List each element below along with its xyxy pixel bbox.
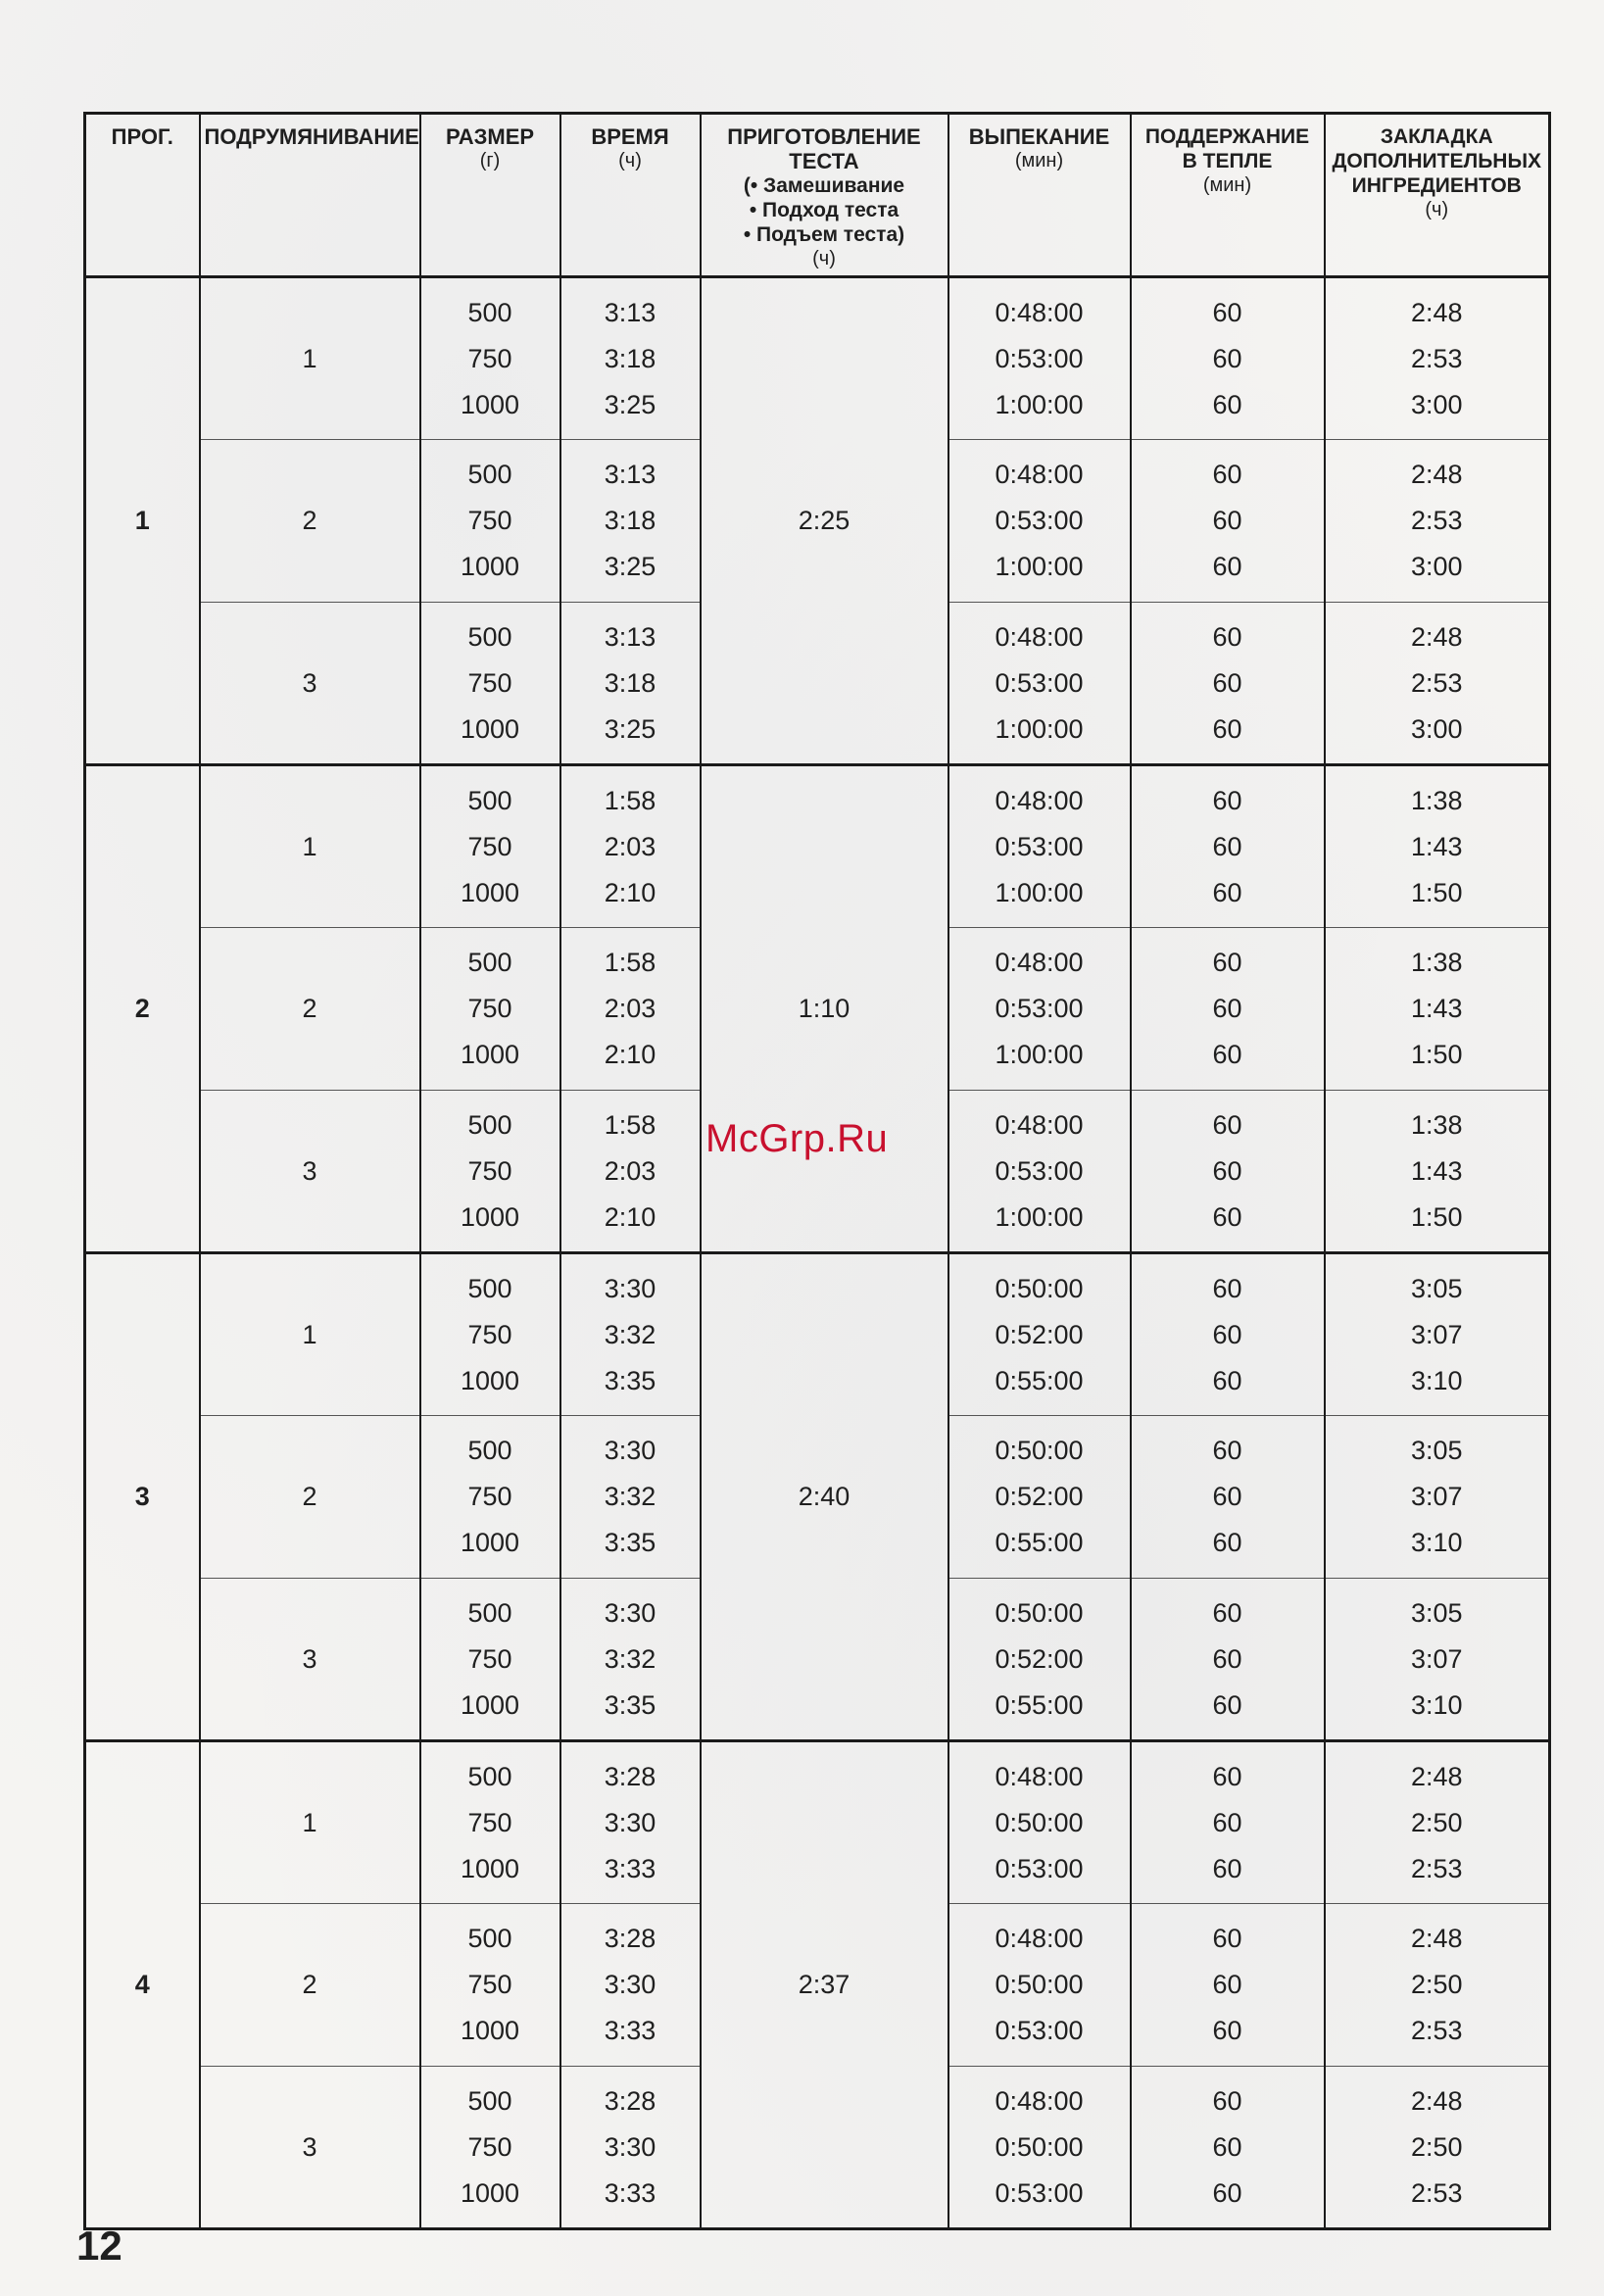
keep-warm-value: 60 [1212, 994, 1242, 1023]
size-value: 1000 [460, 1365, 520, 1395]
size-value: 500 [467, 1924, 512, 1953]
baking-value: 0:48:00 [995, 297, 1084, 327]
add-ingredients-cell [1325, 1416, 1550, 1579]
dough-prep-time: 1:10 [701, 765, 948, 1253]
time-value: 3:35 [604, 1528, 656, 1557]
keep-warm-value: 60 [1212, 460, 1242, 489]
keep-warm-value: 60 [1212, 877, 1242, 907]
baking-value: 0:53:00 [995, 994, 1084, 1023]
baking-value: 1:00:00 [995, 1040, 1084, 1069]
size-value: 500 [467, 621, 512, 652]
baking-value: 0:50:00 [995, 1597, 1084, 1628]
keep-warm-value: 60 [1212, 1482, 1242, 1511]
browning-level: 1 [200, 1253, 420, 1416]
size-value: 1000 [460, 1689, 520, 1720]
dough-prep-time: 2:40 [701, 1253, 948, 1741]
keep-warm-cell [1131, 440, 1325, 603]
baking-value: 0:55:00 [995, 1528, 1084, 1557]
time-value: 2:03 [604, 831, 656, 861]
baking-value: 0:50:00 [995, 1807, 1084, 1837]
baking-value: 0:53:00 [995, 2016, 1084, 2045]
baking-program-table [83, 112, 1551, 2230]
baking-value: 0:53:00 [995, 2177, 1084, 2208]
add-ingredients-value: 1:43 [1410, 831, 1463, 861]
size-value: 500 [467, 785, 512, 815]
time-value: 3:18 [604, 506, 656, 535]
size-value: 1000 [460, 877, 520, 907]
time-value: 3:30 [604, 1807, 656, 1837]
size-value: 1000 [460, 389, 520, 419]
time-cell [560, 928, 701, 1091]
keep-warm-value: 60 [1212, 1040, 1242, 1069]
size-value: 500 [467, 1597, 512, 1628]
baking-cell [948, 440, 1131, 603]
size-value: 500 [467, 297, 512, 327]
add-ingredients-value: 2:48 [1410, 460, 1463, 489]
time-value: 3:32 [604, 1319, 656, 1349]
baking-value: 0:48:00 [995, 1109, 1084, 1140]
keep-warm-cell [1131, 2067, 1325, 2229]
table-row [85, 765, 1550, 928]
baking-value: 1:00:00 [995, 713, 1084, 744]
baking-value: 1:00:00 [995, 1201, 1084, 1232]
size-value: 500 [467, 948, 512, 977]
time-value: 3:35 [604, 1689, 656, 1720]
add-ingredients-value: 2:53 [1410, 2016, 1463, 2045]
baking-value: 0:48:00 [995, 621, 1084, 652]
time-value: 1:58 [604, 1109, 656, 1140]
browning-level: 2 [200, 440, 420, 603]
time-value: 3:28 [604, 2085, 656, 2116]
browning-level: 2 [200, 1904, 420, 2067]
size-cell [420, 765, 560, 928]
keep-warm-value: 60 [1212, 1643, 1242, 1674]
keep-warm-cell [1131, 1741, 1325, 1904]
add-ingredients-value: 3:00 [1410, 552, 1463, 581]
program-number: 4 [85, 1741, 200, 2229]
dough-prep-time: 2:25 [701, 277, 948, 765]
add-ingredients-value: 2:50 [1410, 2131, 1463, 2162]
time-value: 3:18 [604, 667, 656, 698]
header-program: ПРОГ. [85, 114, 200, 277]
browning-level: 2 [200, 1416, 420, 1579]
size-value: 750 [467, 1970, 512, 1999]
add-ingredients-cell [1325, 1904, 1550, 2067]
baking-value: 0:48:00 [995, 1924, 1084, 1953]
baking-value: 0:48:00 [995, 1761, 1084, 1791]
keep-warm-value: 60 [1212, 1924, 1242, 1953]
keep-warm-value: 60 [1212, 2131, 1242, 2162]
add-ingredients-value: 1:43 [1410, 994, 1463, 1023]
add-ingredients-cell [1325, 603, 1550, 765]
add-ingredients-value: 3:07 [1410, 1482, 1463, 1511]
baking-value: 0:53:00 [995, 667, 1084, 698]
add-ingredients-value: 1:38 [1410, 785, 1463, 815]
time-cell [560, 440, 701, 603]
time-value: 3:30 [604, 1436, 656, 1465]
size-cell [420, 603, 560, 765]
time-value: 3:13 [604, 297, 656, 327]
add-ingredients-cell [1325, 928, 1550, 1091]
header-baking-unit: (мин) [1014, 150, 1064, 171]
add-ingredients-value: 2:50 [1410, 1970, 1463, 1999]
baking-value: 1:00:00 [995, 552, 1084, 581]
add-ingredients-value: 3:05 [1410, 1597, 1463, 1628]
keep-warm-cell [1131, 1579, 1325, 1741]
size-cell [420, 1904, 560, 2067]
program-number: 1 [85, 277, 200, 765]
add-ingredients-value: 1:38 [1410, 948, 1463, 977]
size-value: 1000 [460, 552, 520, 581]
baking-value: 0:50:00 [995, 2131, 1084, 2162]
time-value: 2:10 [604, 1201, 656, 1232]
time-value: 3:30 [604, 2131, 656, 2162]
time-value: 3:28 [604, 1761, 656, 1791]
size-value: 750 [467, 994, 512, 1023]
add-ingredients-value: 2:48 [1410, 2085, 1463, 2116]
baking-value: 0:55:00 [995, 1689, 1084, 1720]
add-ingredients-value: 2:48 [1410, 1761, 1463, 1791]
baking-cell [948, 1253, 1131, 1416]
size-cell [420, 1741, 560, 1904]
keep-warm-value: 60 [1212, 297, 1242, 327]
keep-warm-value: 60 [1212, 1761, 1242, 1791]
baking-value: 0:53:00 [995, 1155, 1084, 1186]
add-ingredients-value: 2:48 [1410, 1924, 1463, 1953]
time-value: 3:25 [604, 389, 656, 419]
header-add-unit: (ч) [1425, 199, 1449, 220]
add-ingredients-value: 2:53 [1410, 506, 1463, 535]
keep-warm-cell [1131, 928, 1325, 1091]
baking-value: 0:48:00 [995, 948, 1084, 977]
size-value: 500 [467, 460, 512, 489]
add-ingredients-value: 2:50 [1410, 1807, 1463, 1837]
add-ingredients-value: 1:43 [1410, 1155, 1463, 1186]
baking-value: 1:00:00 [995, 389, 1084, 419]
keep-warm-value: 60 [1212, 713, 1242, 744]
baking-cell [948, 1416, 1131, 1579]
add-ingredients-value: 3:07 [1410, 1319, 1463, 1349]
baking-value: 1:00:00 [995, 877, 1084, 907]
header-keep-warm-unit: (мин) [1202, 174, 1252, 196]
baking-value: 0:53:00 [995, 1853, 1084, 1883]
time-value: 3:32 [604, 1643, 656, 1674]
header-add-line2: ДОПОЛНИТЕЛЬНЫХ [1332, 150, 1542, 172]
header-dough-line3: • Подъем теста) [743, 223, 905, 246]
keep-warm-cell [1131, 1253, 1325, 1416]
keep-warm-value: 60 [1212, 1365, 1242, 1395]
add-ingredients-value: 1:50 [1410, 1201, 1463, 1232]
time-value: 3:25 [604, 552, 656, 581]
keep-warm-value: 60 [1212, 1201, 1242, 1232]
size-value: 1000 [460, 2016, 520, 2045]
header-dough-unit: (ч) [812, 248, 836, 269]
keep-warm-value: 60 [1212, 343, 1242, 373]
time-value: 3:33 [604, 1853, 656, 1883]
size-cell [420, 277, 560, 440]
size-value: 750 [467, 343, 512, 373]
page-number: 12 [76, 2223, 122, 2269]
keep-warm-value: 60 [1212, 552, 1242, 581]
add-ingredients-value: 3:10 [1410, 1689, 1463, 1720]
keep-warm-value: 60 [1212, 1807, 1242, 1837]
table-header-row [85, 114, 1550, 277]
keep-warm-cell [1131, 1091, 1325, 1253]
size-value: 500 [467, 1436, 512, 1465]
time-value: 1:58 [604, 785, 656, 815]
time-cell [560, 2067, 701, 2229]
keep-warm-value: 60 [1212, 1319, 1242, 1349]
keep-warm-value: 60 [1212, 506, 1242, 535]
keep-warm-value: 60 [1212, 1436, 1242, 1465]
size-cell [420, 1253, 560, 1416]
keep-warm-cell [1131, 277, 1325, 440]
header-add-line1: ЗАКЛАДКА [1380, 125, 1493, 148]
browning-level: 3 [200, 603, 420, 765]
size-cell [420, 1579, 560, 1741]
baking-cell [948, 1579, 1131, 1741]
keep-warm-value: 60 [1212, 2085, 1242, 2116]
baking-value: 0:55:00 [995, 1365, 1084, 1395]
add-ingredients-cell [1325, 765, 1550, 928]
size-value: 1000 [460, 713, 520, 744]
add-ingredients-value: 2:53 [1410, 667, 1463, 698]
baking-cell [948, 928, 1131, 1091]
add-ingredients-cell [1325, 440, 1550, 603]
time-value: 1:58 [604, 948, 656, 977]
time-cell [560, 765, 701, 928]
time-value: 2:10 [604, 877, 656, 907]
browning-level: 3 [200, 2067, 420, 2229]
time-value: 2:03 [604, 1155, 656, 1186]
size-value: 750 [467, 1319, 512, 1349]
add-ingredients-value: 3:00 [1410, 389, 1463, 419]
table-row [85, 1741, 1550, 1904]
add-ingredients-value: 2:53 [1410, 343, 1463, 373]
keep-warm-cell [1131, 1904, 1325, 2067]
size-value: 500 [467, 2085, 512, 2116]
time-value: 3:30 [604, 1970, 656, 1999]
time-value: 3:33 [604, 2177, 656, 2208]
header-keep-warm-line2: В ТЕПЛЕ [1182, 150, 1273, 172]
keep-warm-value: 60 [1212, 1970, 1242, 1999]
time-value: 3:18 [604, 343, 656, 373]
add-ingredients-value: 1:50 [1410, 1040, 1463, 1069]
add-ingredients-value: 3:07 [1410, 1643, 1463, 1674]
size-value: 750 [467, 506, 512, 535]
time-value: 3:35 [604, 1365, 656, 1395]
keep-warm-value: 60 [1212, 1597, 1242, 1628]
keep-warm-value: 60 [1212, 621, 1242, 652]
add-ingredients-cell [1325, 2067, 1550, 2229]
baking-value: 0:50:00 [995, 1273, 1084, 1303]
add-ingredients-value: 2:53 [1410, 2177, 1463, 2208]
header-dough-prep: ПРИГОТОВЛЕНИЕ ТЕСТА (• Замешивание • Подход теста • Подъем теста) (ч) [701, 114, 948, 277]
add-ingredients-value: 3:05 [1410, 1273, 1463, 1303]
size-value: 750 [467, 667, 512, 698]
header-keep-warm-line1: ПОДДЕРЖАНИЕ [1144, 125, 1310, 148]
size-cell [420, 440, 560, 603]
baking-cell [948, 603, 1131, 765]
size-value: 1000 [460, 1040, 520, 1069]
keep-warm-value: 60 [1212, 1528, 1242, 1557]
baking-cell [948, 2067, 1131, 2229]
browning-level: 3 [200, 1579, 420, 1741]
baking-value: 0:48:00 [995, 460, 1084, 489]
size-value: 1000 [460, 1528, 520, 1557]
keep-warm-value: 60 [1212, 2177, 1242, 2208]
time-value: 2:03 [604, 994, 656, 1023]
baking-value: 0:50:00 [995, 1970, 1084, 1999]
keep-warm-value: 60 [1212, 785, 1242, 815]
baking-value: 0:52:00 [995, 1319, 1084, 1349]
table-body [85, 277, 1550, 2229]
keep-warm-cell [1131, 603, 1325, 765]
add-ingredients-cell [1325, 1741, 1550, 1904]
size-value: 1000 [460, 2177, 520, 2208]
keep-warm-value: 60 [1212, 667, 1242, 698]
add-ingredients-value: 1:50 [1410, 877, 1463, 907]
time-value: 3:13 [604, 621, 656, 652]
keep-warm-value: 60 [1212, 1689, 1242, 1720]
size-value: 750 [467, 2131, 512, 2162]
keep-warm-value: 60 [1212, 1273, 1242, 1303]
size-cell [420, 928, 560, 1091]
program-number: 3 [85, 1253, 200, 1741]
add-ingredients-value: 3:00 [1410, 713, 1463, 744]
size-value: 750 [467, 1807, 512, 1837]
size-cell [420, 1416, 560, 1579]
baking-value: 0:50:00 [995, 1436, 1084, 1465]
size-value: 1000 [460, 1201, 520, 1232]
time-cell [560, 603, 701, 765]
baking-value: 0:48:00 [995, 785, 1084, 815]
browning-level: 2 [200, 928, 420, 1091]
header-size: РАЗМЕР (г) [420, 114, 560, 277]
size-value: 500 [467, 1761, 512, 1791]
baking-value: 0:48:00 [995, 2085, 1084, 2116]
keep-warm-value: 60 [1212, 948, 1242, 977]
add-ingredients-value: 3:05 [1410, 1436, 1463, 1465]
time-value: 3:30 [604, 1273, 656, 1303]
time-cell [560, 1416, 701, 1579]
time-cell [560, 1579, 701, 1741]
size-value: 500 [467, 1273, 512, 1303]
browning-level: 1 [200, 765, 420, 928]
baking-cell [948, 1741, 1131, 1904]
add-ingredients-value: 2:48 [1410, 297, 1463, 327]
header-add-line3: ИНГРЕДИЕНТОВ [1351, 174, 1522, 197]
time-value: 3:13 [604, 460, 656, 489]
add-ingredients-cell [1325, 277, 1550, 440]
add-ingredients-value: 2:48 [1410, 621, 1463, 652]
keep-warm-cell [1131, 1416, 1325, 1579]
time-cell [560, 1253, 701, 1416]
header-size-unit: (г) [479, 150, 501, 171]
baking-cell [948, 1091, 1131, 1253]
size-value: 750 [467, 831, 512, 861]
add-ingredients-cell [1325, 1091, 1550, 1253]
baking-value: 0:53:00 [995, 831, 1084, 861]
watermark: McGrp.Ru [705, 1117, 889, 1160]
add-ingredients-value: 3:10 [1410, 1365, 1463, 1395]
size-value: 750 [467, 1643, 512, 1674]
time-value: 3:30 [604, 1597, 656, 1628]
header-time: ВРЕМЯ (ч) [560, 114, 701, 277]
add-ingredients-cell [1325, 1253, 1550, 1416]
baking-value: 0:52:00 [995, 1643, 1084, 1674]
table-row [85, 277, 1550, 440]
header-keep-warm [1131, 114, 1325, 277]
baking-cell [948, 765, 1131, 928]
size-value: 750 [467, 1155, 512, 1186]
header-time-unit: (ч) [618, 150, 642, 171]
baking-value: 0:52:00 [995, 1482, 1084, 1511]
add-ingredients-cell [1325, 1579, 1550, 1741]
baking-cell [948, 277, 1131, 440]
time-value: 3:28 [604, 1924, 656, 1953]
program-number: 2 [85, 765, 200, 1253]
header-add-ingredients [1325, 114, 1550, 277]
time-value: 3:33 [604, 2016, 656, 2045]
browning-level: 1 [200, 277, 420, 440]
header-dough-line1: (• Замешивание [743, 174, 905, 197]
table-row [85, 1253, 1550, 1416]
browning-level: 1 [200, 1741, 420, 1904]
dough-prep-time: 2:37 [701, 1741, 948, 2229]
time-cell [560, 1741, 701, 1904]
keep-warm-value: 60 [1212, 831, 1242, 861]
size-value: 500 [467, 1109, 512, 1140]
size-cell [420, 1091, 560, 1253]
time-value: 3:32 [604, 1482, 656, 1511]
add-ingredients-value: 3:10 [1410, 1528, 1463, 1557]
time-cell [560, 1904, 701, 2067]
size-value: 1000 [460, 1853, 520, 1883]
size-cell [420, 2067, 560, 2229]
size-value: 750 [467, 1482, 512, 1511]
time-cell [560, 1091, 701, 1253]
baking-value: 0:53:00 [995, 506, 1084, 535]
baking-cell [948, 1904, 1131, 2067]
keep-warm-value: 60 [1212, 1109, 1242, 1140]
baking-value: 0:53:00 [995, 343, 1084, 373]
keep-warm-value: 60 [1212, 1155, 1242, 1186]
add-ingredients-value: 1:38 [1410, 1109, 1463, 1140]
keep-warm-value: 60 [1212, 2016, 1242, 2045]
header-dough-line2: • Подход теста [749, 199, 899, 221]
add-ingredients-value: 2:53 [1410, 1853, 1463, 1883]
keep-warm-cell [1131, 765, 1325, 928]
time-value: 3:25 [604, 713, 656, 744]
time-value: 2:10 [604, 1040, 656, 1069]
header-browning: ПОДРУМЯНИВАНИЕ [200, 114, 420, 277]
keep-warm-value: 60 [1212, 389, 1242, 419]
keep-warm-value: 60 [1212, 1853, 1242, 1883]
browning-level: 3 [200, 1091, 420, 1253]
header-baking: ВЫПЕКАНИЕ (мин) [948, 114, 1131, 277]
time-cell [560, 277, 701, 440]
